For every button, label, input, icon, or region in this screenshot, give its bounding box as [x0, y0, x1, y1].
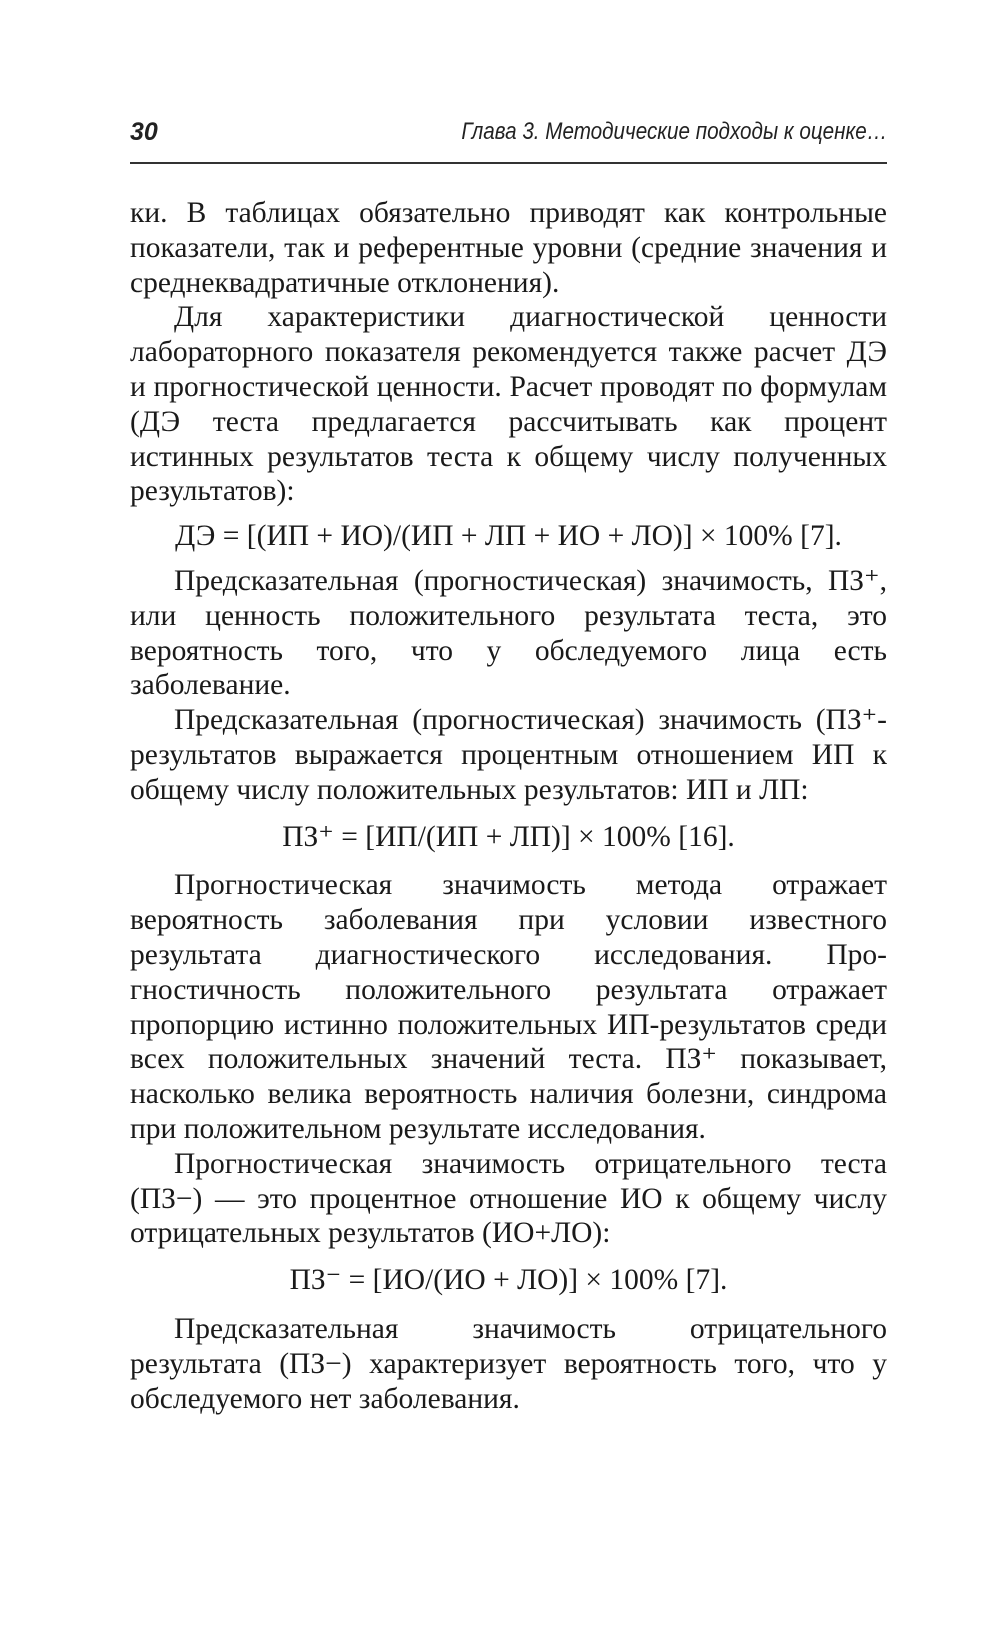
running-head: [130, 118, 887, 152]
paragraph-4: Предсказательная (прогностическая) значимость (ПЗ⁺- результатов выражается процентным отношением ИП к общему числу положительных результатов: ИП и ЛП:: [130, 704, 887, 806]
paragraph-3: Предсказательная (прогностическая) значимость, ПЗ⁺, или ценность положительного результата теста, это вероятность того, что у обследуемого лица есть заболевание.: [130, 564, 887, 702]
chapter-title: Глава 3. Методические подходы к оценке…: [461, 118, 887, 145]
page-number: 30: [130, 118, 158, 146]
paragraph-7: Предсказательная значимость отрицательного результата (ПЗ−) характеризует вероятность того, что у обследуемого нет заболевания.: [130, 1312, 887, 1415]
body-text: [130, 196, 887, 1416]
formula-negative-predictive-value: ПЗ⁻ = [ИО/(ИО + ЛО)] × 100% [7].: [289, 1264, 728, 1297]
paragraph-2: Для характеристики диагностической ценности лабораторного показателя рекомендуется также расчет ДЭ и прогностической ценности. Расчет проводят по формулам (ДЭ теста предлагается рассчитывать как процент истинных результатов теста к общему числу полученных результатов):: [130, 301, 887, 508]
paragraph-1: ки. В таблицах обязательно приводят как контрольные показатели, так и референтные уровни (средние значения и среднеквадратичные отклонения).: [130, 197, 887, 299]
header-divider: [130, 162, 887, 164]
paragraph-6: Прогностическая значимость отрицательного теста (ПЗ−) — это процентное отношение ИО к общему числу отрицательных результатов (ИО+ЛО):: [130, 1147, 887, 1250]
formula-diagnostic-efficiency: ДЭ = [(ИП + ИО)/(ИП + ЛП + ИО + ЛО)] × 100% [7].: [175, 520, 842, 553]
formula-positive-predictive-value: ПЗ⁺ = [ИП/(ИП + ЛП)] × 100% [16].: [282, 820, 735, 853]
paragraph-5: Прогностическая значимость метода отражает вероятность заболевания при условии известного результата диагностического исследования. Прогностичность положительного результата отражает пропорцию истинно положительных ИП-результатов среди всех положительных значений теста. ПЗ⁺ показывает, насколько велика вероятность наличия болезни, синдрома при положительном результате исследования.: [130, 869, 887, 1145]
